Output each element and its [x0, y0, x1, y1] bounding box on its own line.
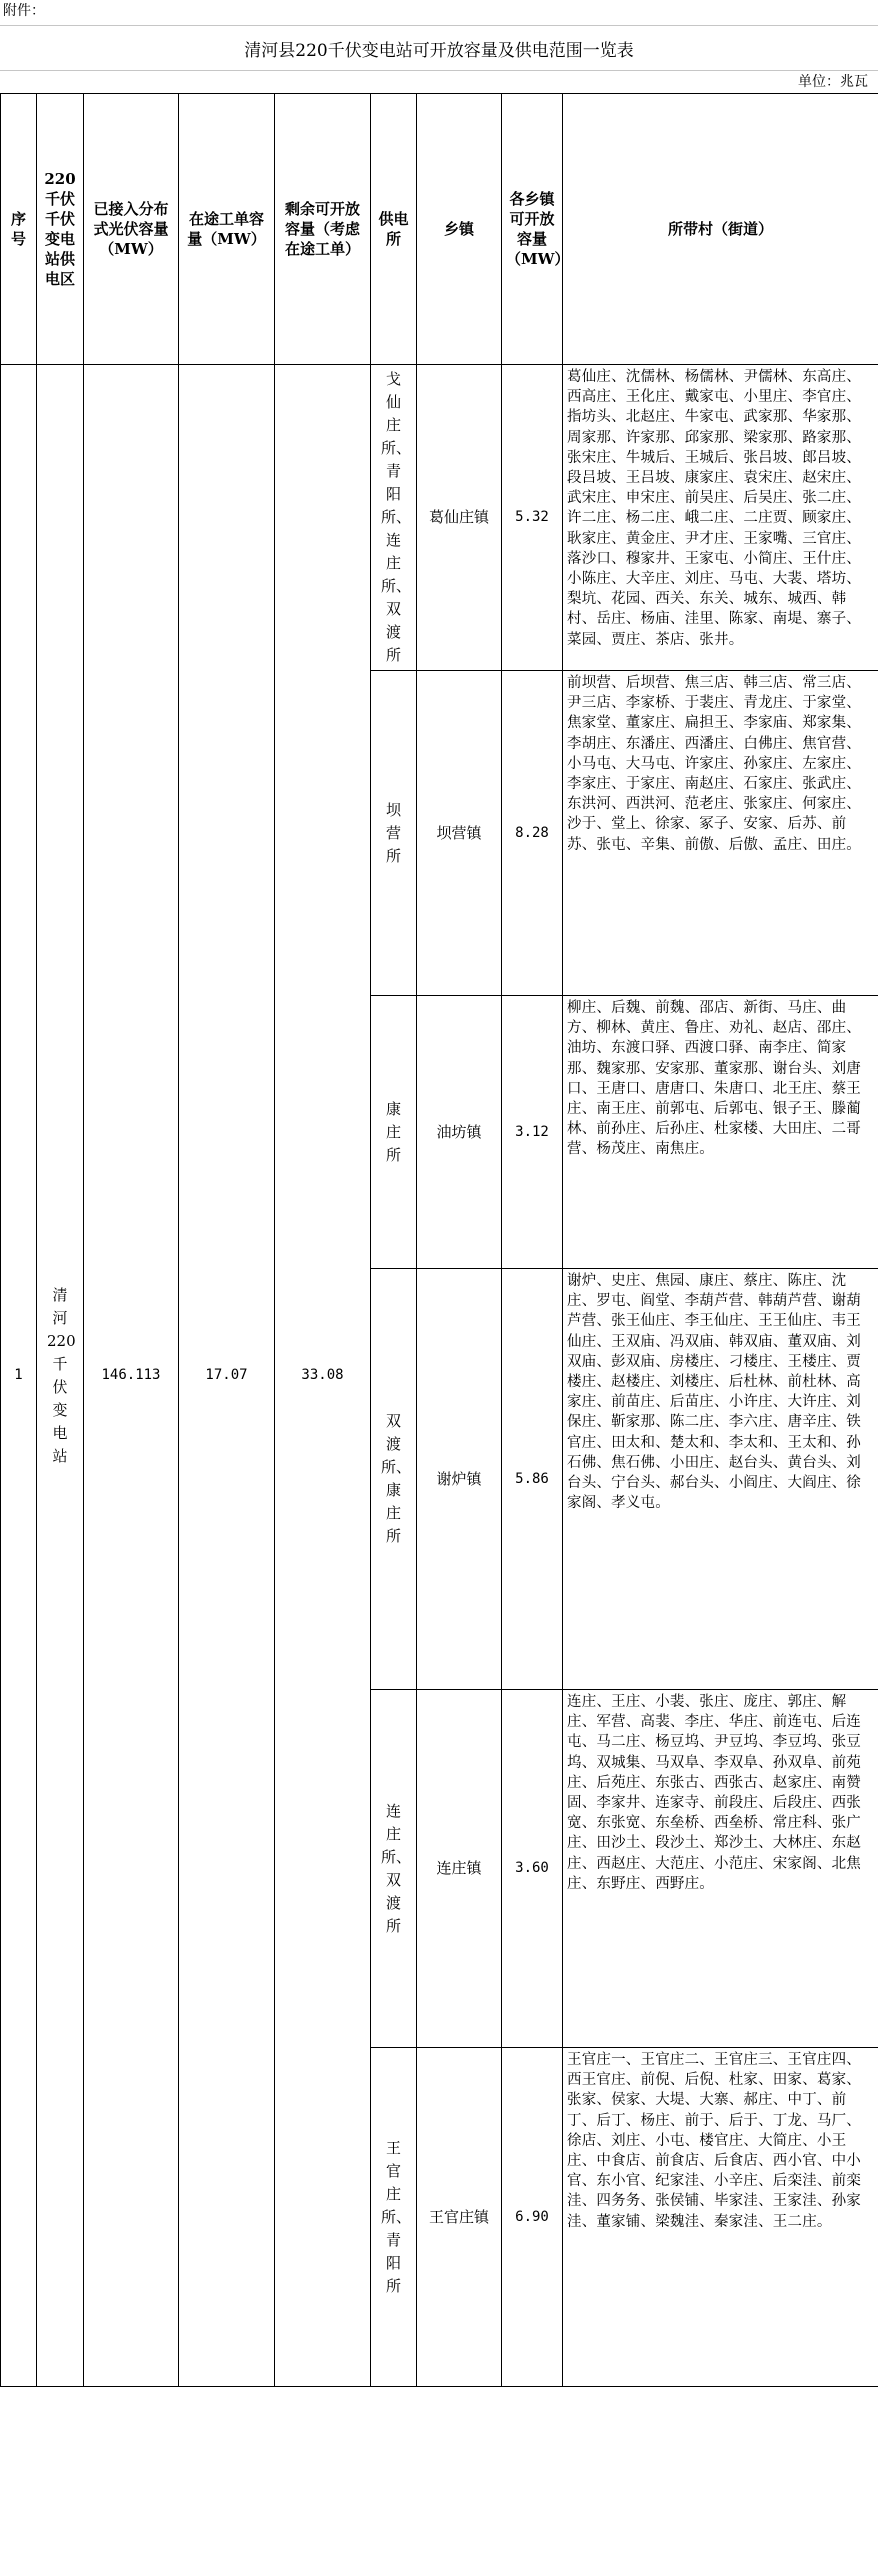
village-list: 前坝营、后坝营、焦三店、韩三店、常三店、尹三店、李家桥、于裴庄、青龙庄、于家堂、焦家堂、董家庄、扁担王、李家庙、郑家集、李胡庄、东潘庄、西潘庄、白佛庄、焦官营、小马屯、大马屯、许家庄、孙家庄、左家庄、李家庄、于家庄、南赵庄、石家庄、张武庄、东洪河、西洪河、范老庄、张家庄、何家庄、沙于、堂上、徐家、冢子、安家、后苏、前苏、张屯、辛集、前傲、后傲、孟庄、田庄。: [563, 671, 878, 996]
town-capacity: 5.32: [502, 365, 563, 671]
table-row: [1, 365, 878, 671]
village-list: 葛仙庄、沈儒林、杨儒林、尹儒林、东高庄、西高庄、王化庄、戴家屯、小里庄、李官庄、指坊头、北赵庄、牛家屯、武家那、华家那、周家那、许家那、邱家那、梁家那、路家那、张宋庄、牛城后、王城后、张吕坡、郎吕坡、段吕坡、王吕坡、康家庄、袁宋庄、赵宋庄、武宋庄、申宋庄、前吴庄、后吴庄、张二庄、许二庄、杨二庄、峨二庄、二庄贾、顾家庄、耿家庄、黄金庄、尹才庄、王家嘴、三官庄、落沙口、穆家井、王家屯、小简庄、王什庄、小陈庄、大辛庄、刘庄、马屯、大裴、塔坊、梨坑、花园、西关、东关、城东、城西、韩村、岳庄、杨庙、洼里、陈家、南堤、寨子、菜园、贾庄、茶店、张井。: [563, 365, 878, 671]
village-list: 谢炉、史庄、焦园、康庄、蔡庄、陈庄、沈庄、罗屯、阎堂、李葫芦营、韩葫芦营、谢葫芦营、张王仙庄、李王仙庄、王王仙庄、韦王仙庄、王双庙、冯双庙、韩双庙、董双庙、刘双庙、彭双庙、房楼庄、刁楼庄、王楼庄、贾楼庄、赵楼庄、刘楼庄、后杜林、前杜林、高家庄、前苗庄、后苗庄、小许庄、大许庄、刘保庄、靳家那、陈二庄、李六庄、唐辛庄、铁官庄、田太和、楚太和、李太和、王太和、孙石佛、焦石佛、小田庄、赵台头、黄台头、刘台头、宁台头、郝台头、小阎庄、大阎庄、徐家阁、孝义屯。: [563, 1269, 878, 1690]
station-index: 1: [1, 365, 37, 2387]
unit-label: 单位：兆瓦: [798, 74, 868, 90]
header-remaining: 剩余可开放容量（考虑在途工单）: [275, 94, 371, 365]
village-list: 连庄、王庄、小裴、张庄、庞庄、郭庄、解庄、军营、高裴、李庄、华庄、前连屯、后连屯、马二庄、杨豆坞、尹豆坞、李豆坞、张豆坞、双城集、马双阜、李双阜、孙双阜、前苑庄、后苑庄、东张古、西张古、赵家庄、南赞固、李家井、连家寺、前段庄、后段庄、西张宽、东张宽、东垒桥、西垒桥、常庄科、张广庄、田沙土、段沙土、郑沙土、大林庄、东赵庄、西赵庄、大范庄、小范庄、宋家阁、北焦庄、东野庄、西野庄。: [563, 1690, 878, 2048]
town-name: 谢炉镇: [417, 1269, 502, 1690]
town-capacity: 3.60: [502, 1690, 563, 2048]
supply-office: 王官庄所、青阳所: [371, 2048, 417, 2387]
header-row: [1, 94, 878, 365]
town-capacity: 6.90: [502, 2048, 563, 2387]
header-town-capacity: 各乡镇可开放容量（MW）: [502, 94, 563, 365]
village-list: 柳庄、后魏、前魏、邵店、新街、马庄、曲方、柳林、黄庄、鲁庄、劝礼、赵店、邵庄、油坊、东渡口驿、西渡口驿、南李庄、简家那、魏家那、安家那、董家那、谢台头、刘唐口、王唐口、唐唐口、朱唐口、北王庄、蔡王庄、南王庄、前郭屯、后郭屯、银子王、滕蔺林、前孙庄、后孙庄、杜家楼、大田庄、二哥营、杨茂庄、南焦庄。: [563, 996, 878, 1269]
town-name: 连庄镇: [417, 1690, 502, 2048]
town-name: 王官庄镇: [417, 2048, 502, 2387]
supply-office: 坝营所: [371, 671, 417, 996]
connected-pv-value: 146.113: [84, 365, 179, 2387]
supply-office: 连庄所、双渡所: [371, 1690, 417, 2048]
village-list: 王官庄一、王官庄二、王官庄三、王官庄四、西王官庄、前倪、后倪、杜家、田家、葛家、张家、侯家、大堤、大寨、郝庄、中丁、前丁、后丁、杨庄、前于、后于、丁龙、马厂、徐店、刘庄、小屯、楼官庄、大简庄、小王庄、中食店、前食店、后食店、西小官、中小官、东小官、纪家洼、小辛庄、后栾洼、前栾洼、四务务、张侯铺、毕家洼、王家洼、孙家洼、董家铺、梁魏洼、秦家洼、王二庄。: [563, 2048, 878, 2387]
town-name: 油坊镇: [417, 996, 502, 1269]
in-transit-value: 17.07: [179, 365, 275, 2387]
remaining-value: 33.08: [275, 365, 371, 2387]
header-index: 序号: [1, 94, 37, 365]
town-capacity: 8.28: [502, 671, 563, 996]
town-capacity: 5.86: [502, 1269, 563, 1690]
town-capacity: 3.12: [502, 996, 563, 1269]
table-title-text: 清河县220千伏变电站可开放容量及供电范围一览表: [244, 40, 634, 61]
supply-office: 双渡所、康庄所: [371, 1269, 417, 1690]
header-town: 乡镇: [417, 94, 502, 365]
station-name: 清河220千伏变电站: [37, 365, 84, 2387]
supply-office: 康庄所: [371, 996, 417, 1269]
header-in-transit: 在途工单容量（MW）: [179, 94, 275, 365]
unit-row: [0, 69, 878, 93]
capacity-table: [0, 93, 878, 2387]
attachment-label: 附件：: [3, 3, 45, 19]
header-villages: 所带村（街道）: [563, 94, 878, 365]
header-supply-office: 供电所: [371, 94, 417, 365]
header-connected-pv: 已接入分布式光伏容量（MW）: [84, 94, 179, 365]
header-station-area: 220千伏千伏变电站供电区: [37, 94, 84, 365]
town-name: 葛仙庄镇: [417, 365, 502, 671]
town-name: 坝营镇: [417, 671, 502, 996]
table-title: [0, 25, 878, 71]
supply-office: 戈仙庄所、青阳所、连庄所、双渡所: [371, 365, 417, 671]
